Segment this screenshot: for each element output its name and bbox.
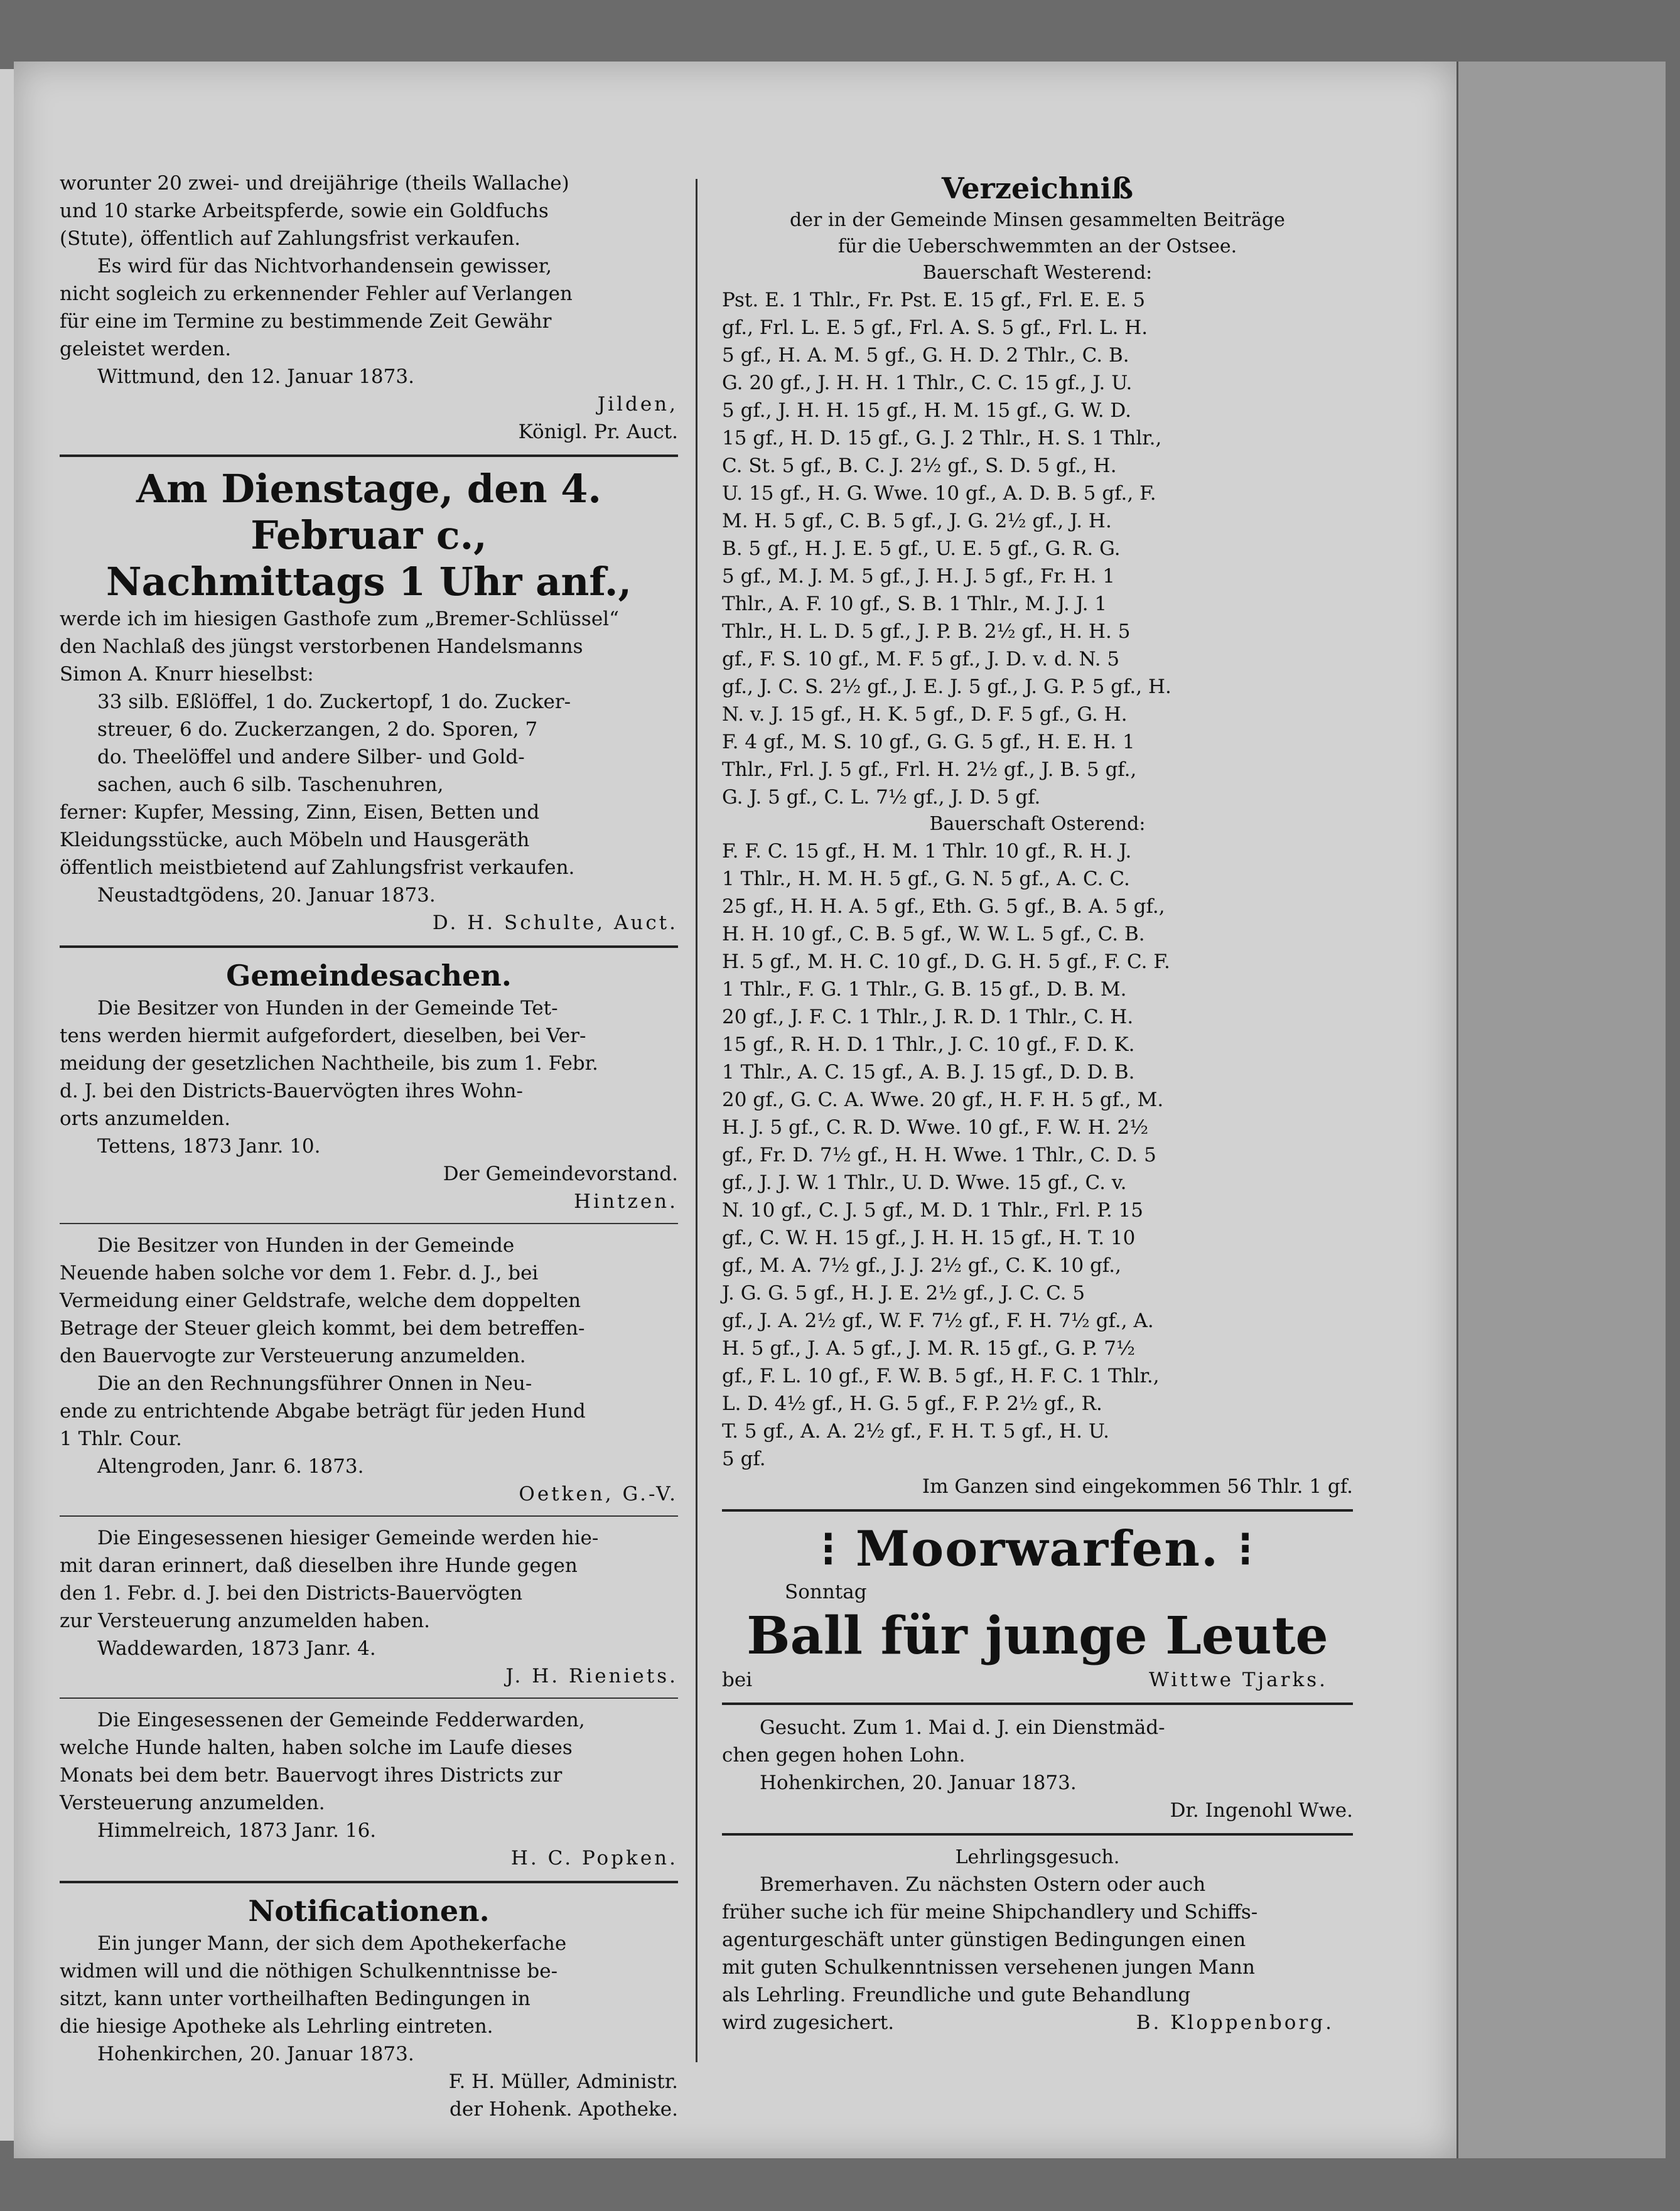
section-rule	[722, 1833, 1353, 1836]
notice-waddewarden	[60, 1524, 678, 1690]
signature-title: Der Gemeindevorstand.	[443, 1163, 678, 1185]
closing-line	[722, 2009, 1353, 2036]
text-line: C. St. 5 gf., B. C. J. 2½ gf., S. D. 5 gf., H.	[722, 455, 1117, 477]
notice-neuende	[60, 1232, 678, 1508]
district-heading-osterend: Bauerschaft Osterend:	[929, 813, 1146, 835]
text-line: 5 gf., J. H. H. 15 gf., H. M. 15 gf., G. W. D.	[722, 399, 1132, 422]
text-line: Thlr., A. F. 10 gf., S. B. 1 Thlr., M. J. J. 1	[722, 593, 1107, 615]
text-line: 1 Thlr., H. M. H. 5 gf., G. N. 5 gf., A. C. C.	[722, 868, 1130, 890]
text-line: die hiesige Apotheke als Lehrling eintreten.	[60, 2015, 493, 2038]
text-line: chen gegen hohen Lohn.	[722, 1744, 966, 1767]
text-line: 1 Thlr., A. C. 15 gf., A. B. J. 15 gf., D. D. B.	[722, 1061, 1135, 1084]
ad-day: Sonntag	[785, 1581, 867, 1603]
ad-event: Ball für junge Leute	[746, 1606, 1328, 1666]
dateline: Tettens, 1873 Janr. 10.	[97, 1135, 321, 1158]
text-line: gf., F. L. 10 gf., F. W. B. 5 gf., H. F. C. 1 Thlr.,	[722, 1365, 1160, 1387]
text-line: Bremerhaven. Zu nächsten Ostern oder auch	[760, 1873, 1206, 1896]
ad-title: Moorwarfen.	[855, 1520, 1220, 1578]
signature-title: Königl. Pr. Auct.	[518, 421, 678, 443]
text-line: Es wird für das Nichtvorhandensein gewisser,	[97, 255, 552, 277]
auction-headline: Nachmittags 1 Uhr anf.,	[105, 559, 632, 605]
ornament-icon: ⁝	[820, 1520, 856, 1578]
notice-apotheke	[60, 1930, 678, 2123]
text-line: Gesucht. Zum 1. Mai d. J. ein Dienstmäd-	[760, 1716, 1165, 1739]
text-line: 33 silb. Eßlöffel, 1 do. Zuckertopf, 1 do. Zucker-	[97, 691, 571, 713]
text-line: 5 gf., H. A. M. 5 gf., G. H. D. 2 Thlr., C. B.	[722, 344, 1129, 367]
text-line: N. v. J. 15 gf., H. K. 5 gf., D. F. 5 gf., G. H.	[722, 703, 1128, 726]
subheading: für die Ueberschwemmten an der Ostsee.	[837, 235, 1237, 257]
text-line: 20 gf., G. C. A. Wwe. 20 gf., H. F. H. 5 gf., M.	[722, 1089, 1164, 1111]
text-line: sitzt, kann unter vortheilhaften Bedingungen in	[60, 1988, 530, 2010]
text-line: meidung der gesetzlichen Nachtheile, bis zum 1. Febr.	[60, 1052, 598, 1075]
text-line: Thlr., Frl. J. 5 gf., Frl. H. 2½ gf., J. B. 5 gf.,	[722, 758, 1137, 781]
text-line: und 10 starke Arbeitspferde, sowie ein Goldfuchs	[60, 200, 549, 222]
notice-gesucht	[722, 1714, 1353, 1824]
text-line: streuer, 6 do. Zuckerzangen, 2 do. Sporen, 7	[97, 718, 538, 741]
text-line: den Nachlaß des jüngst verstorbenen Handelsmanns	[60, 635, 583, 658]
text-line: 20 gf., J. F. C. 1 Thlr., J. R. D. 1 Thlr., C. H.	[722, 1006, 1134, 1028]
notice-rule	[60, 1223, 678, 1224]
section-heading-gemeindesachen: Gemeindesachen.	[226, 959, 512, 993]
text-line: Die Eingesessenen der Gemeinde Fedderwarden,	[97, 1709, 585, 1731]
text-line: 5 gf.	[722, 1448, 766, 1470]
text-line: 1 Thlr., F. G. 1 Thlr., G. B. 15 gf., D. B. M.	[722, 978, 1127, 1001]
column-divider	[696, 179, 697, 2062]
contributions-osterend	[722, 837, 1353, 1500]
section-heading-notificationen: Notificationen.	[248, 1894, 490, 1928]
text-line: öffentlich meistbietend auf Zahlungsfrist verkaufen.	[60, 856, 575, 879]
notice-heading: Lehrlingsgesuch.	[955, 1846, 1120, 1868]
subheading: der in der Gemeinde Minsen gesammelten Beiträge	[790, 209, 1285, 231]
text-line: Ein junger Mann, der sich dem Apothekerfache	[97, 1932, 567, 1955]
text-line: welche Hunde halten, haben solche im Laufe dieses	[60, 1736, 573, 1759]
text-line: Neuende haben solche vor dem 1. Febr. d. J., bei	[60, 1262, 539, 1284]
text-line: geleistet werden.	[60, 338, 232, 360]
section-rule	[722, 1703, 1353, 1705]
text-line: widmen will und die nöthigen Schulkenntnisse be-	[60, 1960, 558, 1982]
dateline: Wittmund, den 12. Januar 1873.	[97, 365, 414, 388]
text-line: mit daran erinnert, daß dieselben ihre Hunde gegen	[60, 1554, 578, 1577]
text-line: Die an den Rechnungsführer Onnen in Neu-	[97, 1372, 532, 1395]
notice-fedderwarden	[60, 1706, 678, 1872]
text-line: Vermeidung einer Geldstrafe, welche dem doppelten	[60, 1289, 581, 1312]
text-line: orts anzumelden.	[60, 1107, 231, 1130]
signature: Dr. Ingenohl Wwe.	[1170, 1799, 1353, 1822]
text-line: Die Eingesessenen hiesiger Gemeinde werden hie-	[97, 1527, 599, 1549]
text-line: d. J. bei den Districts-Bauervögten ihres Wohn-	[60, 1080, 523, 1102]
section-heading-verzeichniss: Verzeichniß	[941, 171, 1134, 205]
text-line: Kleidungsstücke, auch Möbeln und Hausgeräth	[60, 829, 530, 851]
section-rule	[60, 1881, 678, 1883]
auction-neustadtgoedens	[60, 466, 678, 937]
section-rule	[722, 1509, 1353, 1512]
text-line: Pst. E. 1 Thlr., Fr. Pst. E. 15 gf., Frl. E. E. 5	[722, 289, 1146, 311]
right-column	[722, 169, 1353, 2036]
total-line: Im Ganzen sind eingekommen 56 Thlr. 1 gf.	[922, 1475, 1353, 1498]
text-line: gf., Frl. L. E. 5 gf., Frl. A. S. 5 gf., Frl. L. H.	[722, 316, 1148, 339]
auction-wittmund	[60, 169, 678, 446]
text-line: sachen, auch 6 silb. Taschenuhren,	[97, 773, 444, 796]
text-line: B. 5 gf., H. J. E. 5 gf., U. E. 5 gf., G. R. G.	[722, 537, 1121, 560]
text-line: Versteuerung anzumelden.	[60, 1792, 325, 1814]
notice-rule	[60, 1515, 678, 1517]
text-line: werde ich im hiesigen Gasthofe zum „Bremer-Schlüssel“	[60, 608, 619, 630]
text-line: ende zu entrichtende Abgabe beträgt für jeden Hund	[60, 1400, 586, 1423]
signature: Jilden,	[597, 393, 678, 416]
signature: F. H. Müller, Administr.	[448, 2070, 678, 2093]
text-line: nicht sogleich zu erkennender Fehler auf Verlangen	[60, 282, 573, 305]
text-line: Betrage der Steuer gleich kommt, bei dem betreffen-	[60, 1317, 585, 1340]
text-line: J. G. G. 5 gf., H. J. E. 2½ gf., J. C. C. 5	[722, 1282, 1085, 1305]
text-line: T. 5 gf., A. A. 2½ gf., F. H. T. 5 gf., H. U.	[722, 1420, 1109, 1443]
text-line: N. 10 gf., C. J. 5 gf., M. D. 1 Thlr., Frl. P. 15	[722, 1199, 1144, 1222]
text-line: M. H. 5 gf., C. B. 5 gf., J. G. 2½ gf., J. H.	[722, 510, 1112, 532]
text-line: gf., J. C. S. 2½ gf., J. E. J. 5 gf., J. G. P. 5 gf., H.	[722, 675, 1171, 698]
text-line: H. J. 5 gf., C. R. D. Wwe. 10 gf., F. W. H. 2½	[722, 1116, 1149, 1139]
signature: D. H. Schulte, Auct.	[432, 912, 678, 934]
notice-tettens	[60, 994, 678, 1215]
dateline: Neustadtgödens, 20. Januar 1873.	[97, 884, 436, 906]
signature: J. H. Rieniets.	[505, 1665, 678, 1687]
text-line: 15 gf., H. D. 15 gf., G. J. 2 Thlr., H. S. 1 Thlr.,	[722, 427, 1162, 449]
text-line: F. 4 gf., M. S. 10 gf., G. G. 5 gf., H. E. H. 1	[722, 731, 1135, 753]
text-line: Monats bei dem betr. Bauervogt ihres Districts zur	[60, 1764, 563, 1787]
text-line: für eine im Termine zu bestimmende Zeit Gewähr	[60, 310, 552, 333]
auction-headline: Am Dienstage, den 4. Februar c.,	[136, 466, 601, 558]
text-line: gf., C. W. H. 15 gf., J. H. H. 15 gf., H. T. 10	[722, 1227, 1136, 1249]
text-line: zur Versteuerung anzumelden haben.	[60, 1610, 431, 1632]
signature-title: der Hohenk. Apotheke.	[450, 2098, 678, 2121]
dateline: Waddewarden, 1873 Janr. 4.	[97, 1637, 376, 1660]
ad-host-line	[722, 1666, 1353, 1694]
text-line: den Bauervogte zur Versteuerung anzumelden.	[60, 1345, 526, 1367]
text-line: als Lehrling. Freundliche und gute Behandlung	[722, 1984, 1191, 2006]
text-line: F. F. C. 15 gf., H. M. 1 Thlr. 10 gf., R. H. J.	[722, 840, 1132, 863]
signature: Oetken, G.-V.	[519, 1483, 678, 1505]
text-line: do. Theelöffel und andere Silber- und Gold-	[97, 746, 525, 768]
dateline: Altengroden, Janr. 6. 1873.	[97, 1455, 364, 1478]
dateline: Himmelreich, 1873 Janr. 16.	[97, 1819, 377, 1842]
signature: Hintzen.	[574, 1190, 678, 1213]
ad-host: Wittwe Tjarks.	[1148, 1669, 1328, 1691]
signature: B. Kloppenborg.	[1136, 2011, 1334, 2034]
text-line: Die Besitzer von Hunden in der Gemeinde Tet-	[97, 997, 558, 1019]
text-line: mit guten Schulkenntnissen versehenen jungen Mann	[722, 1956, 1255, 1979]
text-line: gf., F. S. 10 gf., M. F. 5 gf., J. D. v. d. N. 5	[722, 648, 1120, 670]
ad-headline	[722, 1520, 1353, 1578]
signature: H. C. Popken.	[510, 1847, 678, 1869]
text-line: Simon A. Knurr hieselbst:	[60, 663, 314, 686]
district-heading-westerend: Bauerschaft Westerend:	[922, 262, 1153, 284]
text-line: H. 5 gf., J. A. 5 gf., J. M. R. 15 gf., G. P. 7½	[722, 1337, 1135, 1360]
dateline: Hohenkirchen, 20. Januar 1873.	[760, 1772, 1077, 1794]
section-rule	[60, 455, 678, 457]
book-edge	[1457, 62, 1666, 2158]
left-column	[60, 169, 678, 2123]
text-line: ferner: Kupfer, Messing, Zinn, Eisen, Betten und	[60, 801, 540, 824]
text-line: U. 15 gf., H. G. Wwe. 10 gf., A. D. B. 5 gf., F.	[722, 482, 1156, 505]
ad-bei: bei	[722, 1669, 753, 1691]
text-line: Die Besitzer von Hunden in der Gemeinde	[97, 1234, 515, 1257]
text-line: gf., J. J. W. 1 Thlr., U. D. Wwe. 15 gf., C. v.	[722, 1171, 1127, 1194]
contributions-westerend	[722, 286, 1353, 811]
text-line: gf., Fr. D. 7½ gf., H. H. Wwe. 1 Thlr., C. D. 5	[722, 1144, 1156, 1166]
ad-moorwarfen	[722, 1520, 1353, 1694]
text-line: L. D. 4½ gf., H. G. 5 gf., F. P. 2½ gf., R.	[722, 1392, 1102, 1415]
adjacent-page-edge	[0, 69, 15, 2141]
ornament-icon: ⁝	[1219, 1520, 1255, 1578]
text-line: G. J. 5 gf., C. L. 7½ gf., J. D. 5 gf.	[722, 786, 1041, 809]
text-line: Thlr., H. L. D. 5 gf., J. P. B. 2½ gf., H. H. 5	[722, 620, 1131, 643]
dateline: Hohenkirchen, 20. Januar 1873.	[97, 2043, 414, 2065]
text-line: 1 Thlr. Cour.	[60, 1428, 182, 1450]
text-line: tens werden hiermit aufgefordert, dieselben, bei Ver-	[60, 1025, 586, 1047]
notice-rule	[60, 1697, 678, 1699]
notice-lehrlingsgesuch	[722, 1844, 1353, 2036]
text-line: H. H. 10 gf., C. B. 5 gf., W. W. L. 5 gf., C. B.	[722, 923, 1145, 945]
text-line: früher suche ich für meine Shipchandlery und Schiffs-	[722, 1901, 1258, 1923]
text-line: gf., M. A. 7½ gf., J. J. 2½ gf., C. K. 10 gf.,	[722, 1254, 1121, 1277]
text-line: gf., J. A. 2½ gf., W. F. 7½ gf., F. H. 7½ gf., A.	[722, 1310, 1154, 1332]
text-line: G. 20 gf., J. H. H. 1 Thlr., C. C. 15 gf., J. U.	[722, 372, 1133, 394]
text-line: den 1. Febr. d. J. bei den Districts-Bauervögten	[60, 1582, 523, 1605]
text-line: 15 gf., R. H. D. 1 Thlr., J. C. 10 gf., F. D. K.	[722, 1033, 1135, 1056]
section-rule	[60, 945, 678, 948]
text-line: (Stute), öffentlich auf Zahlungsfrist verkaufen.	[60, 227, 521, 250]
text-line: worunter 20 zwei- und dreijährige (theils Wallache)	[60, 172, 569, 195]
text-line: agenturgeschäft unter günstigen Bedingungen einen	[722, 1929, 1246, 1951]
text-line: 5 gf., M. J. M. 5 gf., J. H. J. 5 gf., Fr. H. 1	[722, 565, 1115, 588]
text-line: wird zugesichert.	[722, 2011, 895, 2034]
text-line: 25 gf., H. H. A. 5 gf., Eth. G. 5 gf., B. A. 5 gf.,	[722, 895, 1165, 918]
text-line: H. 5 gf., M. H. C. 10 gf., D. G. H. 5 gf., F. C. F.	[722, 950, 1170, 973]
